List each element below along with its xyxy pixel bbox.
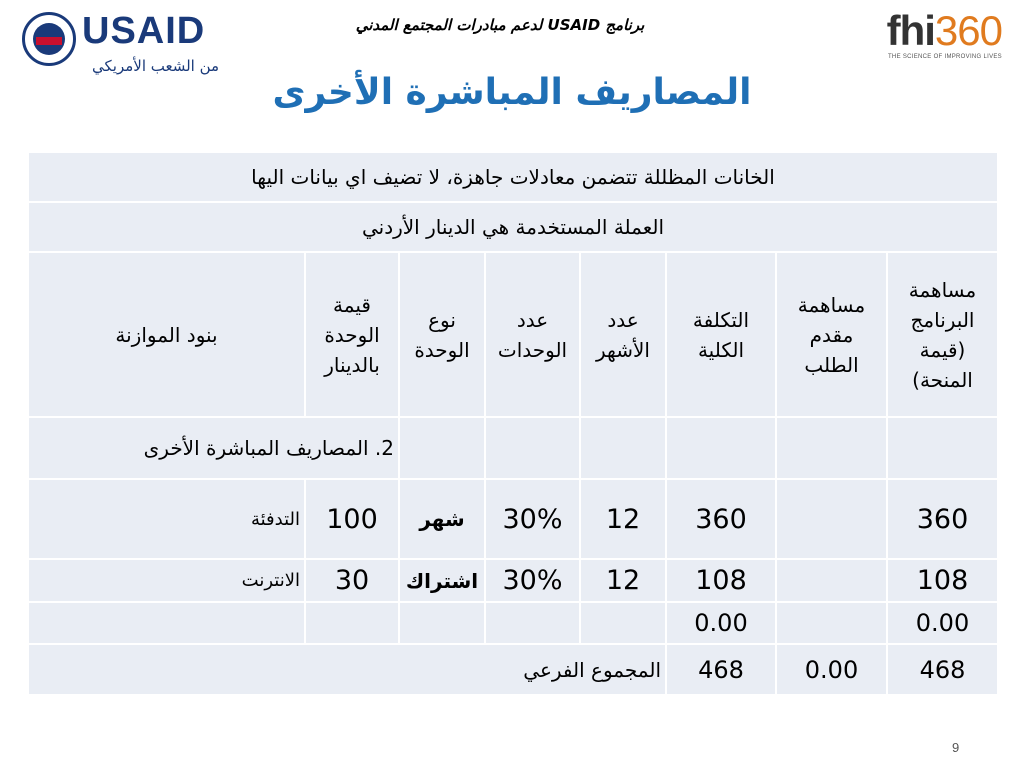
usaid-seal-icon — [22, 12, 76, 66]
cell-total-cost: 0.00 — [666, 602, 776, 644]
program-name: برنامج USAID لدعم مبادرات المجتمع المدني — [355, 16, 645, 34]
budget-table — [27, 151, 999, 696]
cell-applicant[interactable] — [776, 559, 887, 602]
cell-item[interactable]: الانترنت — [28, 559, 305, 602]
table-row — [28, 479, 998, 559]
cell-program[interactable]: 108 — [887, 559, 998, 602]
fhi360-logo — [872, 8, 1002, 68]
cell-applicant[interactable] — [776, 602, 887, 644]
cell-unit-count[interactable]: 30% — [485, 479, 580, 559]
cell-item[interactable]: التدفئة — [28, 479, 305, 559]
table-row — [28, 602, 998, 644]
header-total-cost: التكلفة الكلية — [666, 252, 776, 417]
cell-applicant[interactable] — [776, 479, 887, 559]
header-unit-count: عدد الوحدات — [485, 252, 580, 417]
header-applicant-contribution: مساهمة مقدم الطلب — [776, 252, 887, 417]
table-header-row — [28, 252, 998, 417]
usaid-wordmark: USAID — [82, 10, 206, 52]
subtotal-program: 468 — [887, 644, 998, 695]
cell-unit-value[interactable]: 100 — [305, 479, 399, 559]
page-number: 9 — [952, 740, 960, 755]
cell-total-cost: 108 — [666, 559, 776, 602]
cell-months[interactable]: 12 — [580, 479, 666, 559]
header-unit-value: قيمة الوحدة بالدينار — [305, 252, 399, 417]
section-row — [28, 417, 998, 479]
currency-note: العملة المستخدمة هي الدينار الأردني — [28, 202, 998, 252]
subtotal-row — [28, 644, 998, 695]
cell-months[interactable]: 12 — [580, 559, 666, 602]
cell-unit-type[interactable]: شهر — [399, 479, 485, 559]
cell-program[interactable]: 360 — [887, 479, 998, 559]
cell-unit-value[interactable] — [305, 602, 399, 644]
table-note-row — [28, 152, 998, 202]
cell-unit-count[interactable]: 30% — [485, 559, 580, 602]
subtotal-label: المجموع الفرعي — [28, 644, 666, 695]
header-months: عدد الأشهر — [580, 252, 666, 417]
cell-unit-value[interactable]: 30 — [305, 559, 399, 602]
cell-months[interactable] — [580, 602, 666, 644]
header-unit-type: نوع الوحدة — [399, 252, 485, 417]
subtotal-applicant: 0.00 — [776, 644, 887, 695]
usaid-logo — [22, 10, 232, 80]
cell-total-cost: 360 — [666, 479, 776, 559]
subtotal-total-cost: 468 — [666, 644, 776, 695]
cell-program[interactable]: 0.00 — [887, 602, 998, 644]
usaid-subtitle: من الشعب الأمريكي — [92, 57, 220, 75]
cell-unit-count[interactable] — [485, 602, 580, 644]
fhi360-wordmark: fhi360 — [886, 7, 1002, 54]
page-title: المصاريف المباشرة الأخرى — [272, 72, 752, 113]
shaded-cells-note: الخانات المظللة تتضمن معادلات جاهزة، لا تضيف اي بيانات اليها — [28, 152, 998, 202]
cell-unit-type[interactable] — [399, 602, 485, 644]
table-note-row — [28, 202, 998, 252]
table-row — [28, 559, 998, 602]
header-program-contribution: مساهمة البرنامج (قيمة المنحة) — [887, 252, 998, 417]
cell-unit-type[interactable]: اشتراك — [399, 559, 485, 602]
section-label: 2. المصاريف المباشرة الأخرى — [28, 417, 399, 479]
fhi360-tagline: THE SCIENCE OF IMPROVING LIVES — [887, 54, 1002, 60]
header-budget-items: بنود الموازنة — [28, 252, 305, 417]
cell-item[interactable] — [28, 602, 305, 644]
